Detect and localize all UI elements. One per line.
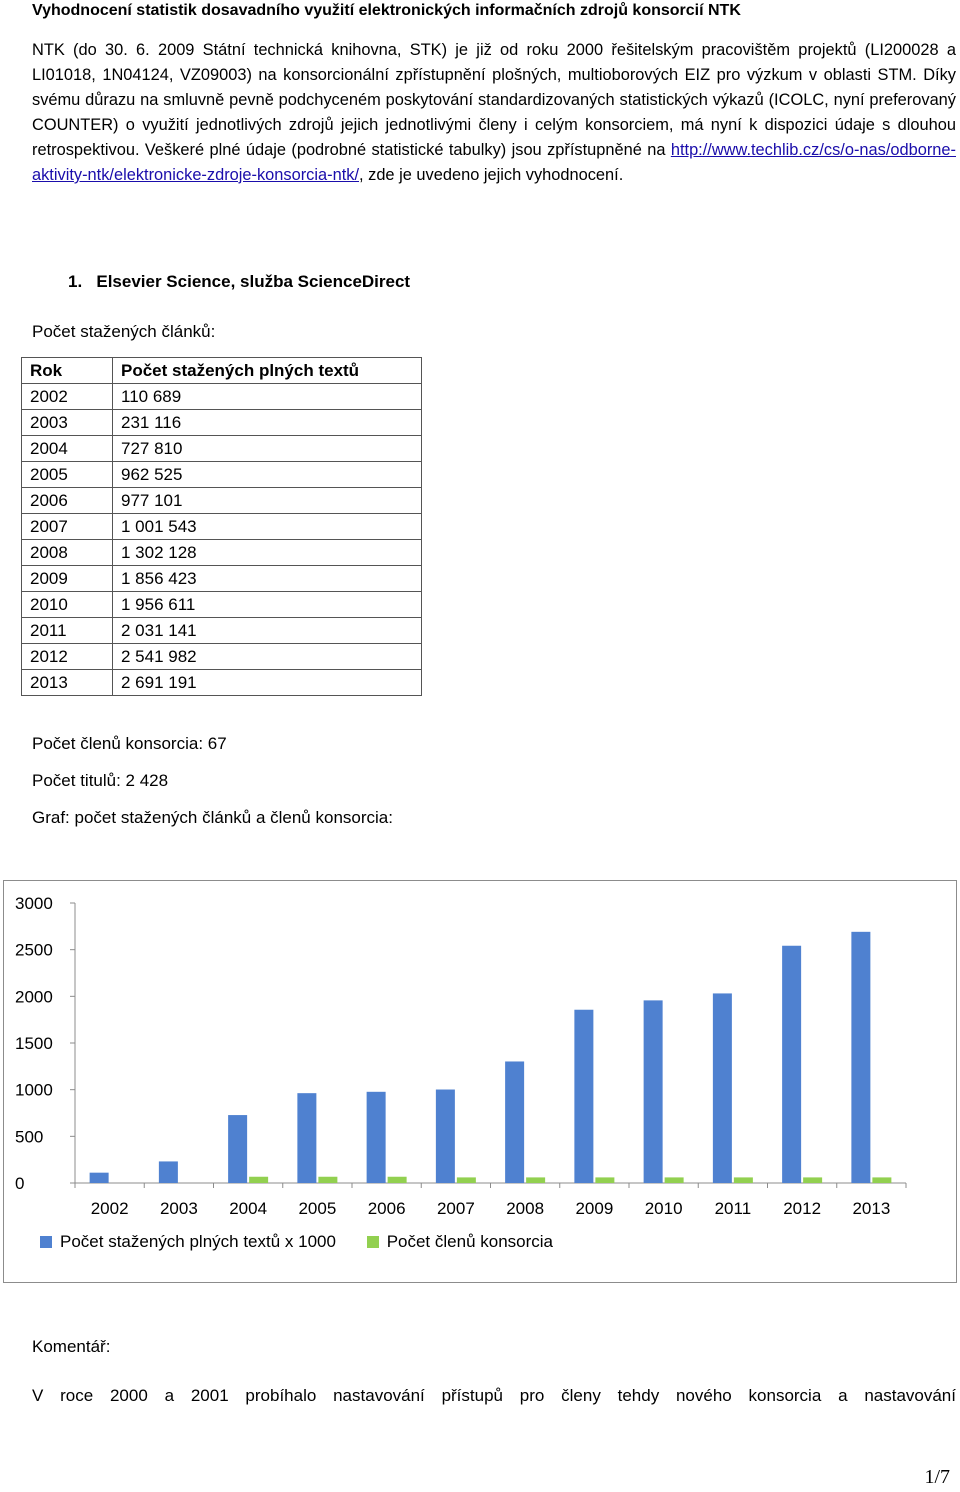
bar-members	[318, 1177, 337, 1183]
cell-year: 2013	[22, 670, 113, 696]
cell-downloads: 1 001 543	[113, 514, 422, 540]
table-row	[22, 670, 422, 696]
table-row	[22, 618, 422, 644]
legend-item-downloads	[40, 1231, 336, 1253]
bar-members	[388, 1177, 407, 1183]
cell-year: 2011	[22, 618, 113, 644]
y-tick-label: 500	[15, 1127, 44, 1147]
y-tick-label: 1000	[15, 1080, 53, 1100]
y-tick-label: 0	[15, 1174, 25, 1193]
y-tick-label: 2500	[15, 940, 53, 960]
comment-label: Komentář:	[32, 1337, 111, 1356]
bar-members	[249, 1177, 268, 1183]
bar-members	[872, 1177, 891, 1183]
header-year: Rok	[22, 358, 113, 384]
y-tick-label: 2000	[15, 987, 53, 1007]
section-number: 1.	[68, 272, 83, 291]
table-row	[22, 410, 422, 436]
bar-downloads	[782, 946, 801, 1183]
titles-count: Počet titulů: 2 428	[32, 771, 169, 790]
legend-label-members: Počet členů konsorcia	[386, 1232, 554, 1251]
bar-members	[526, 1177, 545, 1183]
downloads-table	[21, 357, 422, 696]
section-title	[68, 270, 410, 294]
cell-year: 2009	[22, 566, 113, 592]
downloads-label: Počet stažených článků:	[32, 322, 216, 341]
cell-year: 2004	[22, 436, 113, 462]
bar-members	[665, 1177, 684, 1183]
bar-members	[803, 1177, 822, 1183]
y-tick-label: 1500	[15, 1034, 53, 1053]
table-header-row	[22, 358, 422, 384]
table-row	[22, 436, 422, 462]
table-row	[22, 592, 422, 618]
table-row	[22, 566, 422, 592]
bar-downloads	[228, 1115, 247, 1183]
bar-downloads	[713, 993, 732, 1183]
intro-paragraph	[32, 38, 956, 188]
cell-year: 2003	[22, 410, 113, 436]
cell-downloads: 727 810	[113, 436, 422, 462]
x-tick-label: 2003	[159, 1199, 198, 1218]
bar-downloads	[644, 1000, 663, 1183]
legend-item-members	[367, 1231, 553, 1253]
x-tick-label: 2002	[90, 1199, 129, 1218]
cell-downloads: 1 856 423	[113, 566, 422, 592]
cell-downloads: 2 691 191	[113, 670, 422, 696]
chart-legend	[40, 1231, 579, 1254]
cell-year: 2006	[22, 488, 113, 514]
x-tick-label: 2009	[575, 1199, 614, 1218]
x-tick-label: 2008	[506, 1199, 545, 1218]
table-row	[22, 384, 422, 410]
y-tick-label: 3000	[15, 894, 53, 913]
chart-canvas	[4, 881, 956, 1282]
x-tick-label: 2012	[783, 1199, 822, 1218]
table-row	[22, 488, 422, 514]
bar-downloads	[367, 1092, 386, 1183]
table-row	[22, 644, 422, 670]
cell-downloads: 977 101	[113, 488, 422, 514]
section-name: Elsevier Science, služba ScienceDirect	[96, 272, 411, 291]
cell-downloads: 110 689	[113, 384, 422, 410]
bar-downloads	[851, 932, 870, 1183]
cell-downloads: 2 541 982	[113, 644, 422, 670]
members-count: Počet členů konsorcia: 67	[32, 734, 227, 753]
table-row	[22, 514, 422, 540]
bar-members	[734, 1177, 753, 1183]
cell-downloads: 2 031 141	[113, 618, 422, 644]
x-tick-label: 2004	[229, 1199, 268, 1218]
intro-text: NTK (do 30. 6. 2009 Státní technická knihovna, STK) je již od roku 2000 řešitelským pracovištěm projektů (LI200028 a LI01018, 1N04124, VZ09003) na konsorcionální zpřístupnění plošných, multioborových EIZ pro výzkum v oblasti STM. Díky svému důrazu na smluvně pevně podchyceném poskytování standardizovaných statistických výkazů (ICOLC, nyní preferovaný COUNTER) o využití jednotlivých zdrojů jejich jednotlivými členy i celým konsorciem, má nyní k dispozici údaje s dlouhou retrospektivou. Veškeré plné údaje (podrobné statistické tabulky) jsou zpřístupněné na	[32, 41, 956, 159]
cell-year: 2005	[22, 462, 113, 488]
cell-year: 2012	[22, 644, 113, 670]
intro-text-end: , zde je uvedeno jejich vyhodnocení.	[359, 166, 624, 184]
cell-year: 2007	[22, 514, 113, 540]
x-tick-label: 2013	[852, 1199, 891, 1218]
x-tick-label: 2005	[298, 1199, 337, 1218]
graph-label: Graf: počet stažených článků a členů konsorcia:	[32, 808, 393, 827]
techlib-link[interactable]: http://www.techlib.cz/cs/o-nas/odborne-aktivity-ntk/elektronicke-zdroje-konsorcia-ntk/	[32, 141, 956, 184]
bar-downloads	[505, 1061, 524, 1183]
x-tick-label: 2011	[714, 1199, 752, 1218]
x-tick-label: 2007	[436, 1199, 475, 1218]
comment-text: V roce 2000 a 2001 probíhalo nastavování přístupů pro členy tehdy nového konsorcia a nastavování	[32, 1386, 956, 1405]
bar-downloads	[159, 1161, 178, 1183]
cell-year: 2002	[22, 384, 113, 410]
bar-downloads	[574, 1010, 593, 1183]
cell-downloads: 962 525	[113, 462, 422, 488]
cell-downloads: 1 956 611	[113, 592, 422, 618]
legend-label-downloads: Počet stažených plných textů x 1000	[60, 1232, 336, 1251]
legend-swatch-members	[367, 1236, 379, 1248]
cell-year: 2010	[22, 592, 113, 618]
bar-members	[595, 1177, 614, 1183]
cell-downloads: 231 116	[113, 410, 422, 436]
x-tick-label: 2010	[644, 1199, 683, 1218]
legend-swatch-downloads	[40, 1236, 52, 1248]
table-row	[22, 540, 422, 566]
table-row	[22, 462, 422, 488]
bar-downloads	[90, 1173, 109, 1183]
page-number: 1/7	[924, 1466, 950, 1488]
document-heading: Vyhodnocení statistik dosavadního využití elektronických informačních zdrojů konsorcií NTK	[32, 2, 741, 19]
x-tick-label: 2006	[367, 1199, 406, 1218]
downloads-chart	[3, 880, 957, 1283]
cell-downloads: 1 302 128	[113, 540, 422, 566]
bar-downloads	[297, 1093, 316, 1183]
bar-members	[457, 1177, 476, 1183]
cell-year: 2008	[22, 540, 113, 566]
header-downloads: Počet stažených plných textů	[113, 358, 422, 384]
bar-downloads	[436, 1090, 455, 1183]
